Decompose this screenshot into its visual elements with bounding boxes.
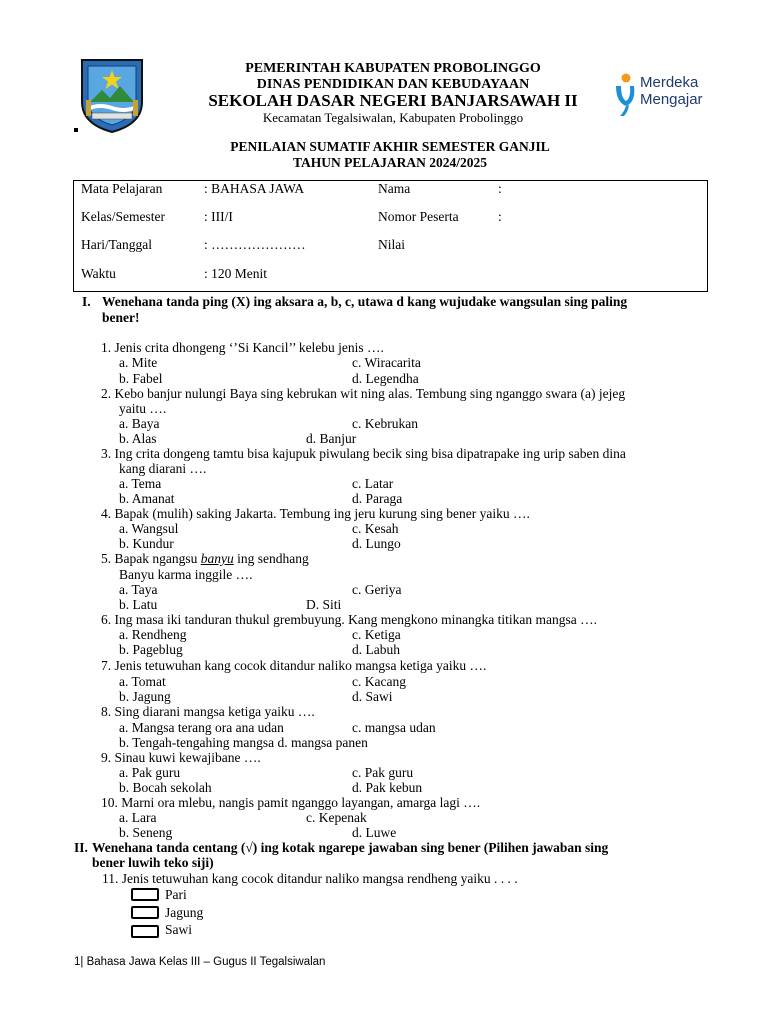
time-label: Waktu	[81, 266, 116, 281]
q5-option-c[interactable]: c. Geriya	[352, 582, 402, 597]
page-footer: 1| Bahasa Jawa Kelas III – Gugus II Tegalsiwalan	[74, 956, 326, 968]
q3-option-d[interactable]: d. Paraga	[352, 491, 403, 506]
q6-option-b[interactable]: b. Pageblug	[119, 642, 183, 657]
q8-option-c[interactable]: c. mangsa udan	[352, 720, 436, 735]
merdeka-mengajar-logo	[612, 72, 712, 118]
subject-value: : BAHASA JAWA	[204, 181, 305, 196]
section2-instruction-line1: Wenehana tanda centang (√) ing kotak ngarepe jawaban sing bener (Pilihen jawaban sing	[92, 840, 609, 855]
name-label: Nama	[378, 181, 411, 196]
section2-number: II.	[74, 840, 88, 855]
q5-underlined-word: banyu	[200, 551, 234, 566]
exam-title: PENILAIAN SUMATIF AKHIR SEMESTER GANJIL	[230, 139, 550, 154]
q1-option-b[interactable]: b. Fabel	[119, 371, 163, 386]
q3-stem-line1: 3. Ing crita dongeng tamtu bisa kajupuk piwulang becik sing bisa dipatrapake ing urip saben dina	[101, 446, 626, 461]
q1-option-a[interactable]: a. Mite	[119, 355, 158, 370]
q5-stem-post: ing sendhang	[233, 551, 309, 566]
number-colon: :	[498, 209, 502, 224]
q9-option-d[interactable]: d. Pak kebun	[352, 780, 423, 795]
q7-option-d[interactable]: d. Sawi	[352, 689, 393, 704]
q9-stem: 9. Sinau kuwi kewajibane ….	[101, 750, 261, 765]
bullet-mark	[74, 128, 78, 132]
section1-number: I.	[82, 294, 91, 309]
q8-stem: 8. Sing diarani mangsa ketiga yaiku ….	[101, 704, 315, 719]
q10-option-b[interactable]: b. Seneng	[119, 825, 173, 840]
q1-option-c[interactable]: c. Wiracarita	[352, 355, 421, 370]
school-name: SEKOLAH DASAR NEGERI BANJARSAWAH II	[208, 91, 578, 110]
q1-option-d[interactable]: d. Legendha	[352, 371, 419, 386]
section1-instruction-line1: Wenehana tanda ping (X) ing aksara a, b, c, utawa d kang wujudake wangsulan sing paling	[102, 294, 628, 309]
q11-checkbox-1[interactable]	[131, 888, 159, 901]
q6-stem: 6. Ing masa iki tanduran thukul grembuyung. Kang mengkono minangka titikan mangsa ….	[101, 612, 598, 627]
q9-option-c[interactable]: c. Pak guru	[352, 765, 414, 780]
q5-stem-line2: Banyu karma inggile ….	[119, 567, 253, 582]
q2-option-b[interactable]: b. Alas	[119, 431, 157, 446]
name-colon: :	[498, 181, 502, 196]
class-label: Kelas/Semester	[81, 209, 165, 224]
q11-checkbox-2[interactable]	[131, 906, 159, 919]
q5-option-d[interactable]: D. Siti	[306, 597, 342, 612]
day-label: Hari/Tanggal	[81, 237, 153, 252]
section2-instruction-line2: bener luwih teko siji)	[92, 855, 214, 870]
q4-option-a[interactable]: a. Wangsul	[119, 521, 179, 536]
subject-label: Mata Pelajaran	[81, 181, 163, 196]
merdeka-mengajar-icon	[612, 72, 640, 118]
q5-option-b[interactable]: b. Latu	[119, 597, 158, 612]
q9-option-b[interactable]: b. Bocah sekolah	[119, 780, 212, 795]
q11-option-1: Pari	[165, 887, 187, 902]
q2-option-d[interactable]: d. Banjur	[306, 431, 357, 446]
q10-stem: 10. Marni ora mlebu, nangis pamit nganggo layangan, amarga lagi ….	[101, 795, 481, 810]
q7-option-c[interactable]: c. Kacang	[352, 674, 406, 689]
student-info-box	[73, 180, 708, 292]
q5-stem-pre: 5. Bapak ngangsu	[101, 551, 201, 566]
q6-option-c[interactable]: c. Ketiga	[352, 627, 401, 642]
day-value: : …………………	[204, 237, 306, 252]
score-label: Nilai	[378, 237, 405, 252]
exam-year: TAHUN PELAJARAN 2024/2025	[292, 155, 487, 170]
q7-stem: 7. Jenis tetuwuhan kang cocok ditandur naliko mangsa ketiga yaiku ….	[101, 658, 487, 673]
merdeka-logo-line2: Mengajar	[640, 91, 703, 108]
q3-option-b[interactable]: b. Amanat	[119, 491, 175, 506]
q11-option-2: Jagung	[165, 905, 204, 920]
probolinggo-emblem-icon	[80, 58, 144, 134]
q10-option-a[interactable]: a. Lara	[119, 810, 157, 825]
q3-stem-line2: kang diarani ….	[119, 461, 207, 476]
q1-stem: 1. Jenis crita dhongeng ‘’Si Kancil’’ kelebu jenis ….	[101, 340, 384, 355]
q6-option-d[interactable]: d. Labuh	[352, 642, 400, 657]
q2-option-a[interactable]: a. Baya	[119, 416, 160, 431]
q10-option-d[interactable]: d. Luwe	[352, 825, 397, 840]
q9-option-a[interactable]: a. Pak guru	[119, 765, 181, 780]
q5-stem-line1	[101, 551, 309, 566]
q2-stem-line1: 2. Kebo banjur nulungi Baya sing kebrukan wit ning alas. Tembung sing nganggo swara (a) jejeg	[101, 386, 626, 401]
q3-option-a[interactable]: a. Tema	[119, 476, 162, 491]
section1-instruction-line2: bener!	[102, 310, 140, 325]
header-line1: PEMERINTAH KABUPATEN PROBOLINGGO	[245, 61, 541, 76]
school-address: Kecamatan Tegalsiwalan, Kabupaten Probolinggo	[262, 110, 524, 125]
q4-stem: 4. Bapak (mulih) saking Jakarta. Tembung ing jeru kurung sing bener yaiku ….	[101, 506, 530, 521]
class-value: : III/I	[204, 209, 233, 224]
header-line2: DINAS PENDIDIKAN DAN KEBUDAYAAN	[256, 77, 530, 92]
time-value: : 120 Menit	[204, 266, 267, 281]
q4-option-b[interactable]: b. Kundur	[119, 536, 174, 551]
q11-stem: 11. Jenis tetuwuhan kang cocok ditandur naliko mangsa rendheng yaiku . . . .	[102, 871, 518, 886]
merdeka-logo-line1: Merdeka	[640, 74, 699, 91]
q10-option-c[interactable]: c. Kepenak	[306, 810, 367, 825]
q3-option-c[interactable]: c. Latar	[352, 476, 394, 491]
q4-option-c[interactable]: c. Kesah	[352, 521, 399, 536]
q8-option-b[interactable]: b. Tengah-tengahing mangsa d. mangsa panen	[119, 735, 368, 750]
q6-option-a[interactable]: a. Rendheng	[119, 627, 187, 642]
q11-option-3: Sawi	[165, 922, 192, 937]
q7-option-b[interactable]: b. Jagung	[119, 689, 171, 704]
q8-option-a[interactable]: a. Mangsa terang ora ana udan	[119, 720, 284, 735]
q2-stem-line2: yaitu ….	[119, 401, 167, 416]
q11-checkbox-3[interactable]	[131, 925, 159, 938]
q7-option-a[interactable]: a. Tomat	[119, 674, 166, 689]
q2-option-c[interactable]: c. Kebrukan	[352, 416, 418, 431]
q4-option-d[interactable]: d. Lungo	[352, 536, 401, 551]
number-label: Nomor Peserta	[378, 209, 459, 224]
q5-option-a[interactable]: a. Taya	[119, 582, 158, 597]
